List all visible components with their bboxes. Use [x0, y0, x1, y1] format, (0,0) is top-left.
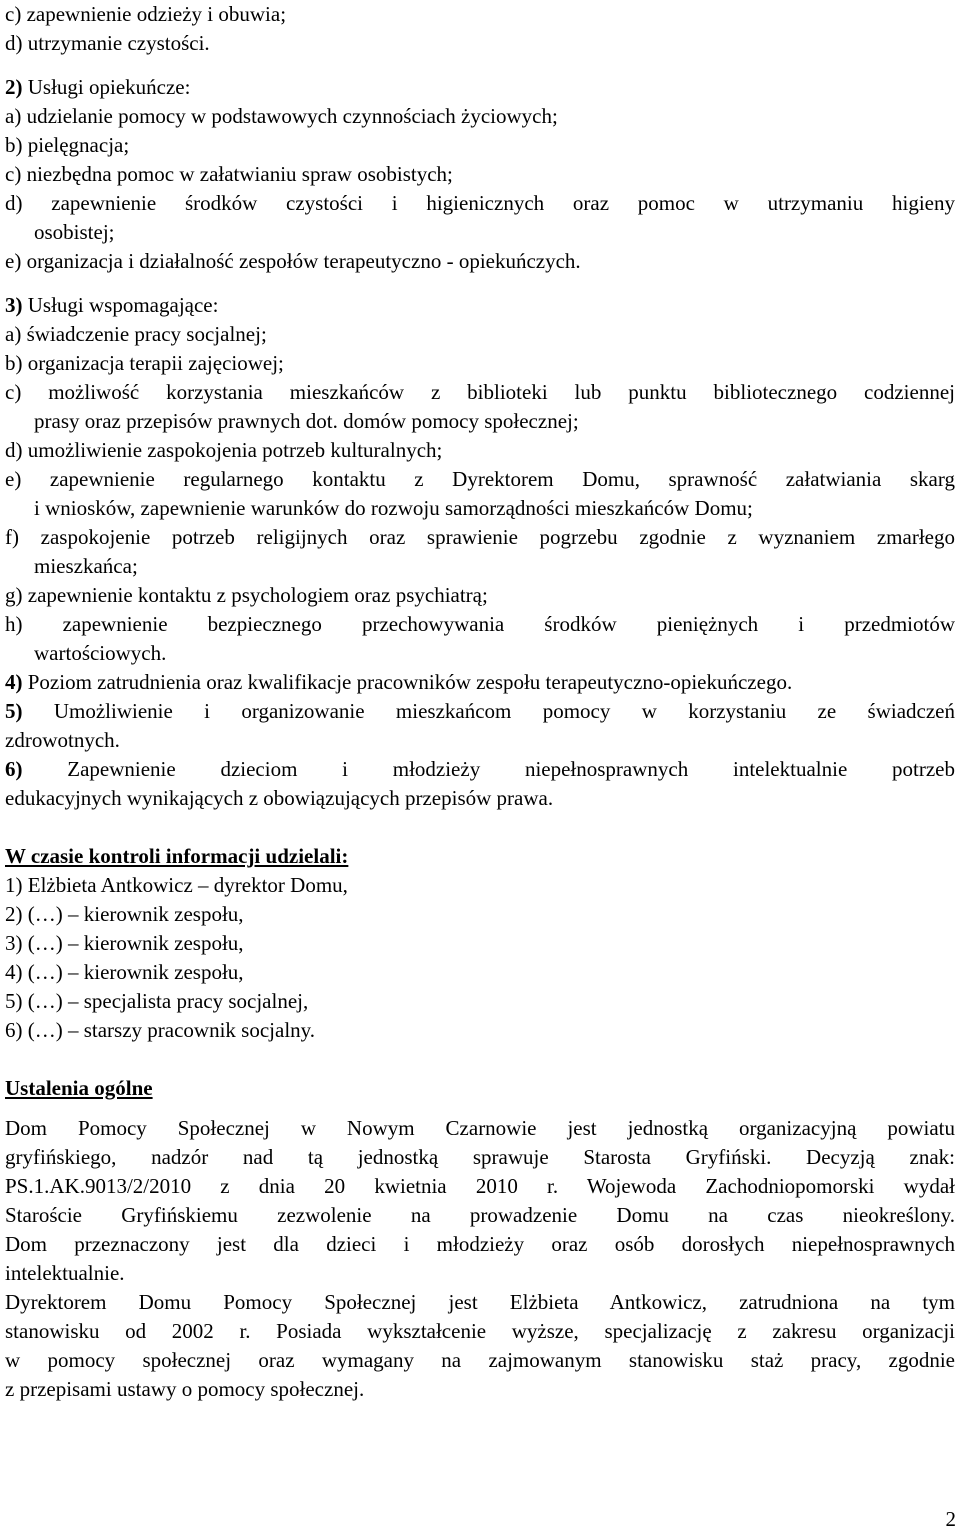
person-item: 1) Elżbieta Antkowicz – dyrektor Domu, — [5, 873, 348, 897]
section-heading — [5, 291, 955, 320]
list-item: d) utrzymanie czystości. — [5, 31, 210, 55]
section-heading — [5, 697, 955, 726]
person-item: 3) (…) – kierownik zespołu, — [5, 931, 244, 955]
list-item: h) zapewnienie bezpiecznego przechowywania środków pieniężnych i przedmiotów — [5, 612, 955, 636]
list-item-continuation: wartościowych. — [34, 641, 167, 665]
person-item: 4) (…) – kierownik zespołu, — [5, 960, 244, 984]
paragraph-line: Dom przeznaczony jest dla dzieci i młodzieży oraz osób dorosłych niepełnosprawnych — [5, 1232, 955, 1256]
section-heading — [5, 73, 955, 102]
section-text-continuation: zdrowotnych. — [5, 728, 120, 752]
paragraph-line: gryfińskiego, nadzór nad tą jednostką sprawuje Starosta Gryfiński. Decyzją znak: — [5, 1145, 955, 1169]
list-item: g) zapewnienie kontaktu z psychologiem oraz psychiatrą; — [5, 583, 488, 607]
section-text-continuation: edukacyjnych wynikających z obowiązujących przepisów prawa. — [5, 786, 554, 810]
section-text: Umożliwienie i organizowanie mieszkańcom pomocy w korzystaniu ze świadczeń — [22, 699, 955, 723]
list-item: d) zapewnienie środków czystości i higienicznych oraz pomoc w utrzymaniu higieny — [5, 191, 955, 215]
list-item: c) niezbędna pomoc w załatwianiu spraw osobistych; — [5, 162, 453, 186]
list-item: c) możliwość korzystania mieszkańców z biblioteki lub punktu bibliotecznego codziennej — [5, 380, 955, 404]
list-item: a) świadczenie pracy socjalnej; — [5, 322, 267, 346]
list-item: e) zapewnienie regularnego kontaktu z Dyrektorem Domu, sprawność załatwiania skarg — [5, 467, 955, 491]
page-number: 2 — [945, 1507, 956, 1531]
informants-heading: W czasie kontroli informacji udzielali: — [5, 844, 349, 868]
person-item: 2) (…) – kierownik zespołu, — [5, 902, 244, 926]
list-item: a) udzielanie pomocy w podstawowych czynnościach życiowych; — [5, 104, 558, 128]
list-item: d) umożliwienie zaspokojenia potrzeb kulturalnych; — [5, 438, 443, 462]
paragraph-line: w pomocy społecznej oraz wymagany na zajmowanym stanowisku staż pracy, zgodnie — [5, 1348, 955, 1372]
section-number: 5) — [5, 699, 23, 723]
section-text: Poziom zatrudnienia oraz kwalifikacje pracowników zespołu terapeutyczno-opiekuńczego. — [22, 670, 793, 694]
section-number: 4) — [5, 670, 23, 694]
section-heading — [5, 668, 955, 697]
list-item-continuation: mieszkańca; — [34, 554, 138, 578]
section-number: 3) — [5, 293, 23, 317]
list-item: e) organizacja i działalność zespołów terapeutyczno - opiekuńczych. — [5, 249, 581, 273]
list-item: b) pielęgnacja; — [5, 133, 130, 157]
list-item-continuation: i wniosków, zapewnienie warunków do rozwoju samorządności mieszkańców Domu; — [34, 496, 753, 520]
list-item: c) zapewnienie odzieży i obuwia; — [5, 2, 287, 26]
list-item: b) organizacja terapii zajęciowej; — [5, 351, 284, 375]
list-item-continuation: prasy oraz przepisów prawnych dot. domów pomocy społecznej; — [34, 409, 579, 433]
document-page — [5, 0, 955, 1404]
section-title: Usługi opiekuńcze: — [22, 75, 191, 99]
section-text: Zapewnienie dzieciom i młodzieży niepełnosprawnych intelektualnie potrzeb — [22, 757, 955, 781]
section-heading — [5, 755, 955, 784]
person-item: 6) (…) – starszy pracownik socjalny. — [5, 1018, 316, 1042]
general-heading: Ustalenia ogólne — [5, 1076, 153, 1100]
person-item: 5) (…) – specjalista pracy socjalnej, — [5, 989, 309, 1013]
paragraph-line: Dyrektorem Domu Pomocy Społecznej jest Elżbieta Antkowicz, zatrudniona na tym — [5, 1290, 955, 1314]
list-item-continuation: osobistej; — [34, 220, 115, 244]
section-title: Usługi wspomagające: — [22, 293, 219, 317]
section-number: 6) — [5, 757, 23, 781]
paragraph-line: intelektualnie. — [5, 1261, 125, 1285]
section-number: 2) — [5, 75, 23, 99]
paragraph-line: PS.1.AK.9013/2/2010 z dnia 20 kwietnia 2010 r. Wojewoda Zachodniopomorski wydał — [5, 1174, 955, 1198]
paragraph-line: z przepisami ustawy o pomocy społecznej. — [5, 1377, 365, 1401]
paragraph-line: Staroście Gryfińskiemu zezwolenie na prowadzenie Domu na czas nieokreślony. — [5, 1203, 955, 1227]
paragraph-line: stanowisku od 2002 r. Posiada wykształcenie wyższe, specjalizację z zakresu organizacji — [5, 1319, 955, 1343]
paragraph-line: Dom Pomocy Społecznej w Nowym Czarnowie jest jednostką organizacyjną powiatu — [5, 1116, 955, 1140]
list-item: f) zaspokojenie potrzeb religijnych oraz sprawienie pogrzebu zgodnie z wyznaniem zmarłego — [5, 525, 955, 549]
